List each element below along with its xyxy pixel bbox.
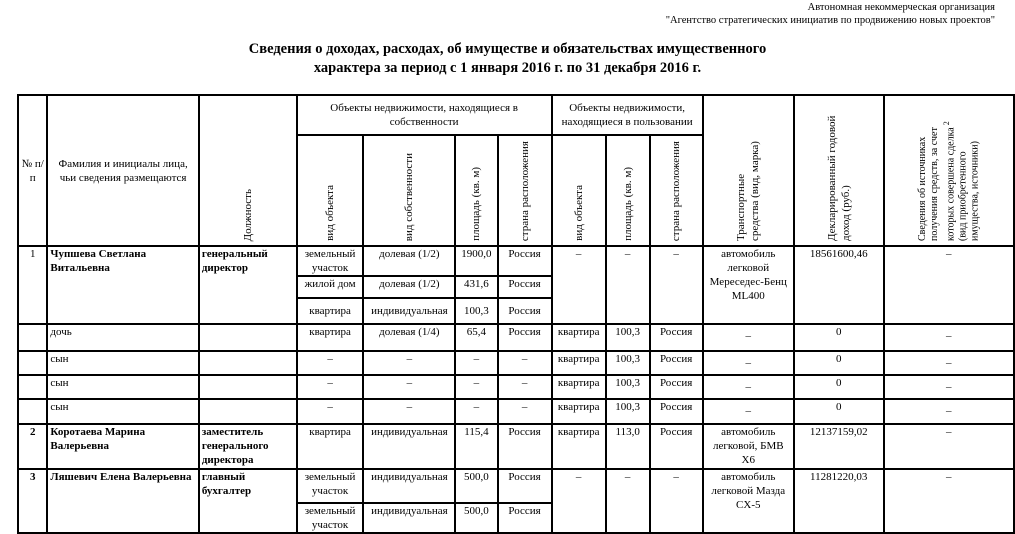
owned-type: земельный участок xyxy=(297,469,364,503)
row-num xyxy=(18,375,47,399)
vehicle: _ xyxy=(703,375,794,399)
header-name: Фамилия и инициалы лица, чьи сведения размещаются xyxy=(47,95,198,246)
owned-ownership: долевая (1/2) xyxy=(363,246,455,276)
table-row xyxy=(18,469,1014,503)
row-num: 2 xyxy=(18,424,47,469)
vehicle: автомобиль легковой, БМВ X6 xyxy=(703,424,794,469)
owned-ownership: – xyxy=(363,399,455,424)
table-row xyxy=(18,246,1014,276)
owned-area: – xyxy=(455,375,497,399)
organization-type: Автономная некоммерческая организация xyxy=(807,2,995,13)
person-position: заместитель генерального директора xyxy=(199,424,297,469)
income: 0 xyxy=(794,375,884,399)
used-country: Россия xyxy=(650,375,703,399)
header-owned-type: вид объекта xyxy=(297,135,364,246)
header-owned-group: Объекты недвижимости, находящиеся в собственности xyxy=(297,95,552,135)
used-type: – xyxy=(552,246,606,324)
person-position xyxy=(199,375,297,399)
owned-country: Россия xyxy=(498,469,552,503)
person-name: Коротаева Марина Валерьевна xyxy=(47,424,198,469)
used-type: квартира xyxy=(552,424,606,469)
income: 0 xyxy=(794,351,884,375)
owned-ownership: долевая (1/2) xyxy=(363,276,455,298)
header-used-area: площадь (кв. м) xyxy=(606,135,650,246)
relative-name: сын xyxy=(47,351,198,375)
used-area: 100,3 xyxy=(606,324,650,351)
owned-country: Россия xyxy=(498,298,552,324)
header-sources: Сведения об источниках получения средств, за счет которых совершена сделка $^2$ (вид приобретенного имущества, источники) xyxy=(884,95,1014,246)
used-area: 113,0 xyxy=(606,424,650,469)
owned-country: Россия xyxy=(498,276,552,298)
owned-country: Россия xyxy=(498,324,552,351)
owned-area: 500,0 xyxy=(455,469,497,503)
header-owned-country: страна расположения xyxy=(498,135,552,246)
owned-type: квартира xyxy=(297,324,364,351)
row-num xyxy=(18,324,47,351)
used-country: – xyxy=(650,246,703,324)
used-area: – xyxy=(606,246,650,324)
used-area: 100,3 xyxy=(606,351,650,375)
used-type: квартира xyxy=(552,375,606,399)
sources: _ xyxy=(884,375,1014,399)
person-position: генеральный директор xyxy=(199,246,297,324)
used-country: Россия xyxy=(650,399,703,424)
owned-ownership: индивидуальная xyxy=(363,298,455,324)
title-line-1: Сведения о доходах, расходах, об имуществе и обязательствах имущественного xyxy=(248,41,767,57)
header-row-1 xyxy=(18,95,1014,135)
vehicle: _ xyxy=(703,324,794,351)
table-row xyxy=(18,424,1014,469)
owned-country: Россия xyxy=(498,424,552,469)
person-position xyxy=(199,399,297,424)
owned-type: жилой дом xyxy=(297,276,364,298)
used-area: 100,3 xyxy=(606,375,650,399)
table-row xyxy=(18,399,1014,424)
income: 12137159,02 xyxy=(794,424,884,469)
header-used-group: Объекты недвижимости, находящиеся в пользовании xyxy=(552,95,703,135)
title-line-2: характера за период с 1 января 2016 г. по 31 декабря 2016 г. xyxy=(313,60,702,76)
used-type: квартира xyxy=(552,399,606,424)
owned-area: – xyxy=(455,399,497,424)
owned-area: – xyxy=(455,351,497,375)
income: 0 xyxy=(794,324,884,351)
relative-name: сын xyxy=(47,375,198,399)
sources: _ xyxy=(884,399,1014,424)
owned-country: – xyxy=(498,375,552,399)
header-vehicles: Транспортные средства (вид, марка) xyxy=(703,95,794,246)
organization-header xyxy=(666,1,995,27)
owned-ownership: индивидуальная xyxy=(363,469,455,503)
used-type: – xyxy=(552,469,606,533)
vehicle: автомобиль легковой Мазда CX-5 xyxy=(703,469,794,533)
vehicle: _ xyxy=(703,399,794,424)
owned-type: – xyxy=(297,375,364,399)
row-num xyxy=(18,351,47,375)
owned-country: – xyxy=(498,399,552,424)
footnote-marker: 2 xyxy=(941,121,951,128)
owned-ownership: – xyxy=(363,375,455,399)
header-income: Декларированный годовой доход (руб.) xyxy=(794,95,884,246)
used-type: квартира xyxy=(552,324,606,351)
relative-name: сын xyxy=(47,399,198,424)
owned-country: Россия xyxy=(498,503,552,533)
owned-ownership: индивидуальная xyxy=(363,424,455,469)
table-row xyxy=(18,351,1014,375)
used-country: Россия xyxy=(650,324,703,351)
owned-area: 115,4 xyxy=(455,424,497,469)
owned-type: земельный участок xyxy=(297,246,364,276)
relative-name: дочь xyxy=(47,324,198,351)
person-name: Чупшева Светлана Витальевна xyxy=(47,246,198,324)
header-used-country: страна расположения xyxy=(650,135,703,246)
used-area: 100,3 xyxy=(606,399,650,424)
sources: _ xyxy=(884,351,1014,375)
owned-type: – xyxy=(297,351,364,375)
sources: – xyxy=(884,246,1014,324)
sources: – xyxy=(884,469,1014,533)
person-position xyxy=(199,351,297,375)
used-country: – xyxy=(650,469,703,533)
owned-type: земельный участок xyxy=(297,503,364,533)
owned-ownership: индивидуальная xyxy=(363,503,455,533)
row-num: 1 xyxy=(18,246,47,324)
used-type: квартира xyxy=(552,351,606,375)
used-area: – xyxy=(606,469,650,533)
table-row xyxy=(18,324,1014,351)
owned-area: 500,0 xyxy=(455,503,497,533)
person-position: главный бухгалтер xyxy=(199,469,297,533)
row-num: 3 xyxy=(18,469,47,533)
owned-area: 65,4 xyxy=(455,324,497,351)
sources: – xyxy=(884,424,1014,469)
owned-country: – xyxy=(498,351,552,375)
row-num xyxy=(18,399,47,424)
declaration-table xyxy=(17,94,1015,534)
header-owned-area: площадь (кв. м) xyxy=(455,135,497,246)
vehicle: автомобиль легковой Мереседес-Бенц ML400 xyxy=(703,246,794,324)
owned-type: квартира xyxy=(297,298,364,324)
organization-name: "Агентство стратегических инициатив по продвижению новых проектов" xyxy=(665,15,995,26)
owned-type: квартира xyxy=(297,424,364,469)
income: 18561600,46 xyxy=(794,246,884,324)
header-num: № п/п xyxy=(18,95,47,246)
owned-area: 431,6 xyxy=(455,276,497,298)
header-used-type: вид объекта xyxy=(552,135,606,246)
vehicle: _ xyxy=(703,351,794,375)
income: 11281220,03 xyxy=(794,469,884,533)
person-position xyxy=(199,324,297,351)
owned-country: Россия xyxy=(498,246,552,276)
owned-area: 1900,0 xyxy=(455,246,497,276)
owned-ownership: – xyxy=(363,351,455,375)
page-title xyxy=(0,40,1015,78)
header-position: Должность xyxy=(199,95,297,246)
owned-type: – xyxy=(297,399,364,424)
owned-area: 100,3 xyxy=(455,298,497,324)
table-row xyxy=(18,375,1014,399)
person-name: Ляшевич Елена Валерьевна xyxy=(47,469,198,533)
used-country: Россия xyxy=(650,424,703,469)
owned-ownership: долевая (1/4) xyxy=(363,324,455,351)
income: 0 xyxy=(794,399,884,424)
used-country: Россия xyxy=(650,351,703,375)
sources: _ xyxy=(884,324,1014,351)
header-owned-ownership: вид собственности xyxy=(363,135,455,246)
